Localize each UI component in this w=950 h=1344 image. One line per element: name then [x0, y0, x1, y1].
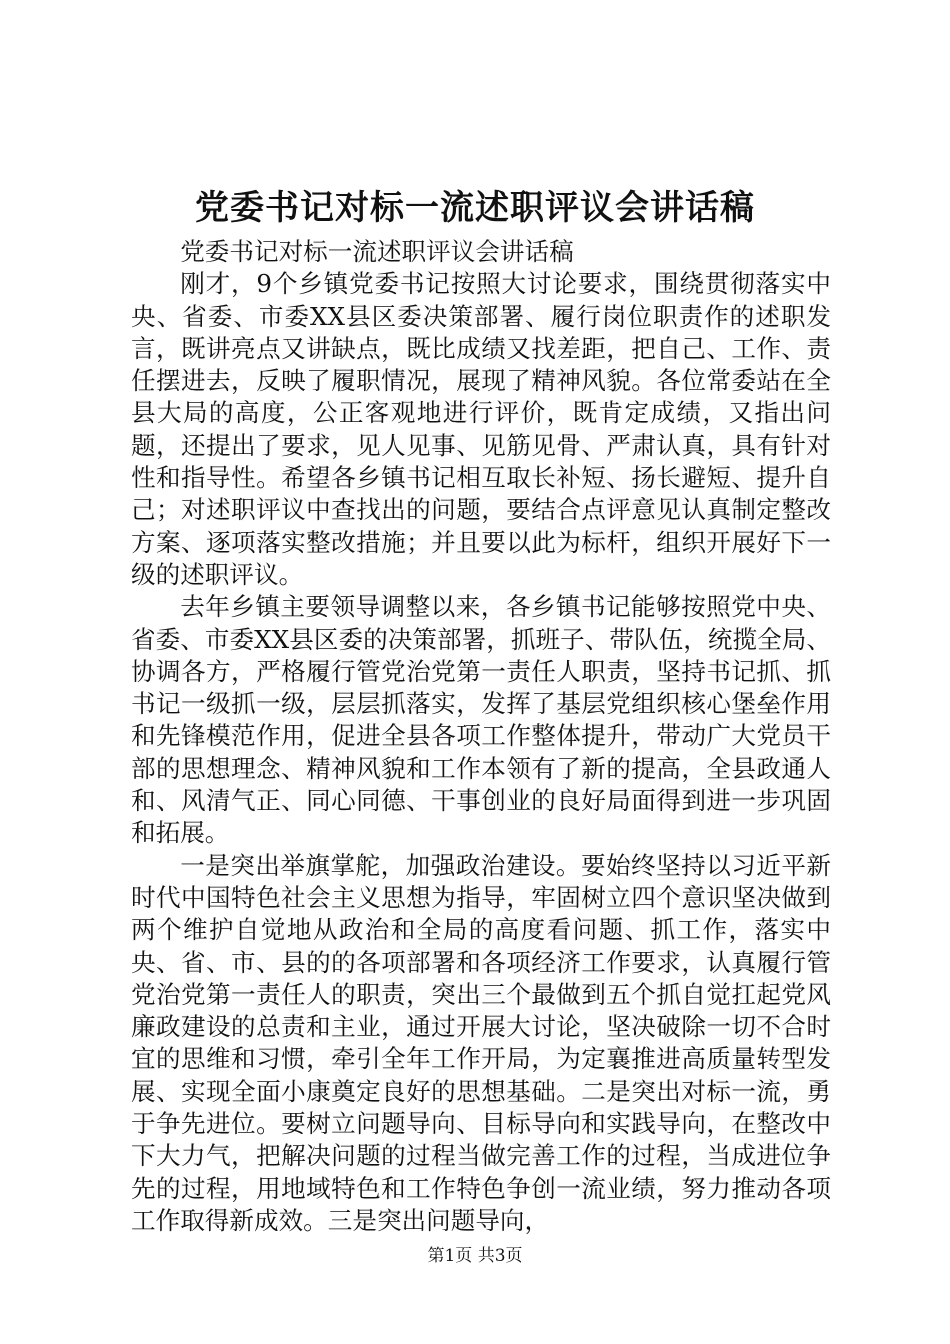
paragraph-1: 刚才，9个乡镇党委书记按照大讨论要求，围绕贯彻落实中央、省委、市委XX县区委决策部署、履行岗位职责作的述职发言，既讲亮点又讲缺点，既比成绩又找差距，把自己、工作、责任摆进去，反映了履职情况，展现了精神风貌。各位常委站在全县大局的高度，公正客观地进行评价，既肯定成绩，又指出问题，还提出了要求，见人见事、见筋见骨、严肃认真，具有针对性和指导性。希望各乡镇书记相互取长补短、扬长避短、提升自己；对述职评议中查找出的问题，要结合点评意见认真制定整改方案、逐项落实整改措施；并且要以此为标杆，组织开展好下一级的述职评议。: [131, 269, 831, 589]
document-title: 党委书记对标一流述职评议会讲话稿: [195, 188, 755, 228]
document-body: [131, 236, 831, 1237]
page-footer: 第1页 共3页: [427, 1246, 523, 1266]
paragraph-2: 去年乡镇主要领导调整以来，各乡镇书记能够按照党中央、省委、市委XX县区委的决策部署，抓班子、带队伍，统揽全局、协调各方，严格履行管党治党第一责任人职责，坚持书记抓、抓书记一级抓一级，层层抓落实，发挥了基层党组织核心堡垒作用和先锋模范作用，促进全县各项工作整体提升，带动广大党员干部的思想理念、精神风貌和工作本领有了新的提高，全县政通人和、风清气正、同心同德、干事创业的良好局面得到进一步巩固和拓展。: [131, 592, 831, 848]
paragraph-subtitle: 党委书记对标一流述职评议会讲话稿: [180, 237, 574, 266]
paragraph-3: 一是突出举旗掌舵，加强政治建设。要始终坚持以习近平新时代中国特色社会主义思想为指导，牢固树立四个意识坚决做到两个维护自觉地从政治和全局的高度看问题、抓工作，落实中央、省、市、县的的各项部署和各项经济工作要求，认真履行管党治党第一责任人的职责，突出三个最做到五个抓自觉扛起党风廉政建设的总责和主业，通过开展大讨论，坚决破除一切不合时宜的思维和习惯，牵引全年工作开局，为定襄推进高质量转型发展、实现全面小康奠定良好的思想基础。二是突出对标一流，勇于争先进位。要树立问题导向、目标导向和实践导向，在整改中下大力气，把解决问题的过程当做完善工作的过程，当成进位争先的过程，用地域特色和工作特色争创一流业绩，努力推动各项工作取得新成效。三是突出问题导向，: [131, 850, 831, 1235]
